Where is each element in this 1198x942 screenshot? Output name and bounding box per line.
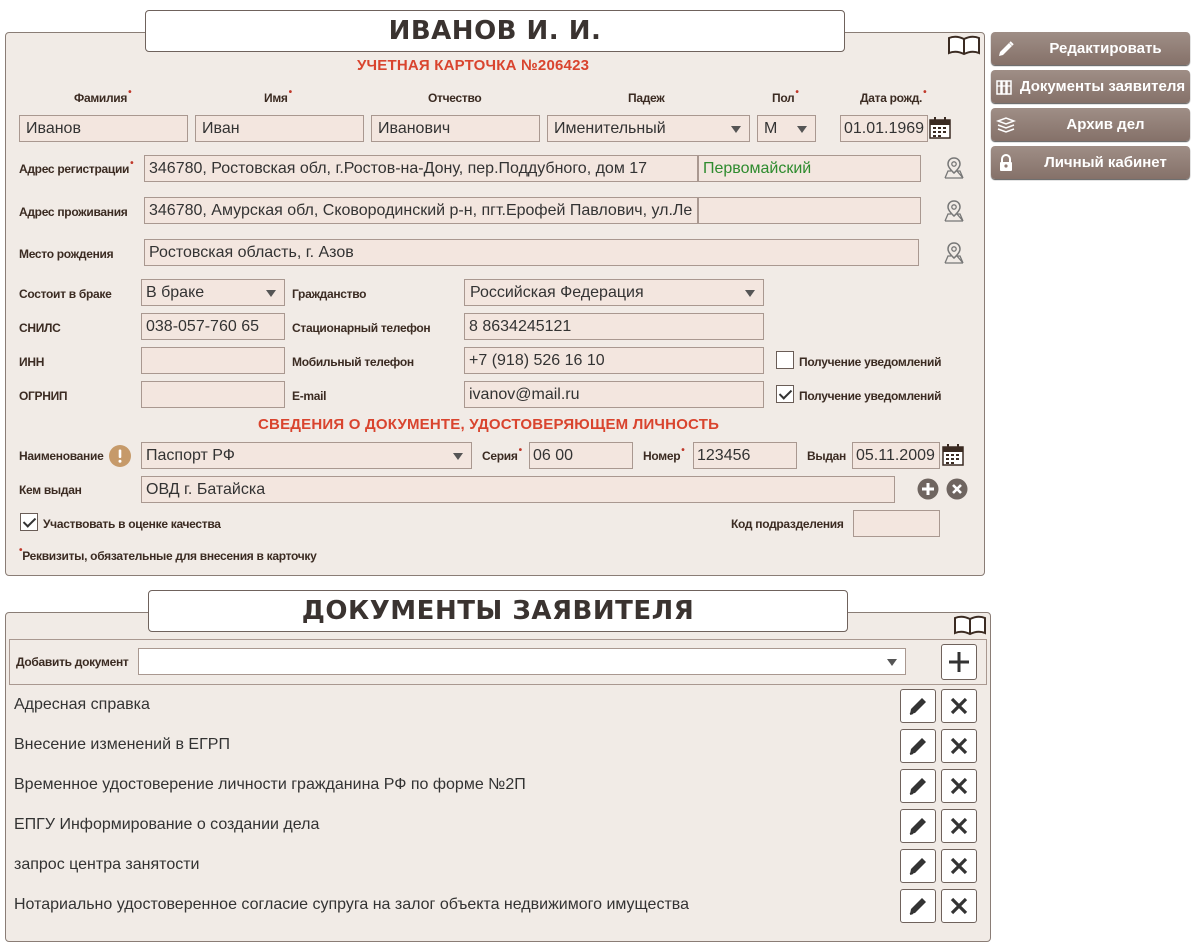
label-ogrnip: ОГРНИП: [19, 389, 68, 403]
map-pin-icon[interactable]: [942, 156, 966, 180]
gender-select[interactable]: М: [757, 115, 816, 142]
label-patronymic: Отчество: [428, 91, 482, 105]
required-note: •Реквизиты, обязательные для внесения в карточку: [19, 545, 317, 563]
citizenship-select[interactable]: Российская Федерация: [464, 279, 764, 306]
document-row: [6, 726, 990, 766]
inn-field[interactable]: [141, 347, 285, 374]
birth-date-field[interactable]: 01.01.1969: [840, 115, 928, 142]
edit-document-button[interactable]: [900, 889, 936, 923]
live-district-field[interactable]: [698, 197, 921, 224]
delete-document-button[interactable]: [941, 769, 977, 803]
doc-section-title: СВЕДЕНИЯ О ДОКУМЕНТЕ, УДОСТОВЕРЯЮЩЕМ ЛИЧНОСТЬ: [258, 416, 720, 433]
label-doc-name: Наименование: [19, 449, 104, 463]
document-row: [6, 806, 990, 846]
pencil-icon: [907, 735, 929, 757]
edit-document-button[interactable]: [900, 809, 936, 843]
stack-icon: [996, 116, 1016, 134]
close-icon: [949, 816, 969, 836]
document-name: Внесение изменений в ЕГРП: [14, 736, 230, 753]
add-circle-icon[interactable]: [917, 478, 939, 500]
series-field[interactable]: 06 00: [529, 442, 633, 469]
mobile-field[interactable]: +7 (918) 526 16 10: [464, 347, 764, 374]
label-birth-date: Дата рожд.•: [860, 87, 927, 105]
edit-document-button[interactable]: [900, 849, 936, 883]
division-code-field[interactable]: [853, 510, 940, 537]
document-name: Адресная справка: [14, 696, 150, 713]
lock-icon: [998, 154, 1014, 172]
delete-document-button[interactable]: [941, 809, 977, 843]
ogrnip-field[interactable]: [141, 381, 285, 408]
reg-address-field[interactable]: 346780, Ростовская обл, г.Ростов-на-Дону, пер.Поддубного, дом 17: [144, 155, 698, 182]
add-document-button[interactable]: [941, 644, 977, 680]
label-number: Номер•: [643, 445, 685, 463]
personal-cabinet-button[interactable]: Личный кабинет: [991, 146, 1190, 179]
close-icon: [949, 856, 969, 876]
email-field[interactable]: ivanov@mail.ru: [464, 381, 764, 408]
label-issued-by: Кем выдан: [19, 483, 82, 497]
calendar-icon[interactable]: [942, 444, 964, 466]
delete-document-button[interactable]: [941, 889, 977, 923]
doc-name-select[interactable]: Паспорт РФ: [141, 442, 472, 469]
case-archive-button[interactable]: Архив дел: [991, 108, 1190, 141]
delete-document-button[interactable]: [941, 729, 977, 763]
issued-by-field[interactable]: ОВД г. Батайска: [141, 476, 895, 503]
book-icon[interactable]: [953, 614, 987, 636]
live-address-field[interactable]: 346780, Амурская обл, Сковородинский р-н, пгт.Ерофей Павлович, ул.Ле: [144, 197, 698, 224]
issued-date-field[interactable]: 05.11.2009: [852, 442, 940, 469]
quality-checkbox[interactable]: [20, 513, 38, 531]
patronymic-field[interactable]: Иванович: [371, 115, 540, 142]
documents-title: ДОКУМЕНТЫ ЗАЯВИТЕЛЯ: [148, 590, 848, 632]
warning-icon[interactable]: [109, 445, 131, 467]
close-icon: [949, 696, 969, 716]
delete-document-button[interactable]: [941, 849, 977, 883]
edit-document-button[interactable]: [900, 689, 936, 723]
book-icon[interactable]: [947, 34, 981, 56]
delete-document-button[interactable]: [941, 689, 977, 723]
applicant-documents-button[interactable]: Документы заявителя: [991, 70, 1190, 103]
label-quality: Участвовать в оценке качества: [43, 517, 221, 531]
notify-mobile-checkbox[interactable]: [776, 351, 794, 369]
case-select[interactable]: Именительный: [547, 115, 750, 142]
map-pin-icon[interactable]: [942, 199, 966, 223]
pencil-icon: [907, 895, 929, 917]
close-icon: [949, 896, 969, 916]
label-email: E-mail: [292, 389, 327, 403]
document-row: [6, 846, 990, 886]
edit-document-button[interactable]: [900, 769, 936, 803]
surname-field[interactable]: Иванов: [19, 115, 188, 142]
close-icon: [949, 776, 969, 796]
label-division-code: Код подразделения: [731, 517, 844, 531]
pencil-icon: [907, 775, 929, 797]
card-title: ИВАНОВ И. И.: [145, 10, 845, 52]
label-case: Падеж: [628, 91, 665, 105]
label-snils: СНИЛС: [19, 321, 61, 335]
document-row: [6, 686, 990, 726]
birth-place-field[interactable]: Ростовская область, г. Азов: [144, 239, 919, 266]
label-marital: Состоит в браке: [19, 287, 112, 301]
document-name: запрос центра занятости: [14, 856, 200, 873]
document-name: Временное удостоверение личности гражданина РФ по форме №2П: [14, 776, 526, 793]
label-live-address: Адрес проживания: [19, 205, 128, 219]
books-icon: [996, 78, 1016, 96]
pencil-icon: [907, 815, 929, 837]
document-name: ЕПГУ Информирование о создании дела: [14, 816, 320, 833]
label-name: Имя•: [264, 87, 292, 105]
map-pin-icon[interactable]: [942, 241, 966, 265]
marital-select[interactable]: В браке: [141, 279, 285, 306]
edit-button[interactable]: Редактировать: [991, 32, 1190, 65]
label-mobile: Мобильный телефон: [292, 355, 414, 369]
label-inn: ИНН: [19, 355, 45, 369]
label-add-document: Добавить документ: [16, 655, 129, 669]
remove-circle-icon[interactable]: [946, 478, 968, 500]
landline-field[interactable]: 8 8634245121: [464, 313, 764, 340]
label-birth-place: Место рождения: [19, 247, 114, 261]
name-field[interactable]: Иван: [195, 115, 364, 142]
number-field[interactable]: 123456: [693, 442, 797, 469]
pencil-icon: [907, 855, 929, 877]
add-document-select[interactable]: [138, 648, 906, 675]
calendar-icon[interactable]: [929, 117, 951, 139]
label-surname: Фамилия•: [74, 87, 132, 105]
pencil-icon: [907, 695, 929, 717]
label-landline: Стационарный телефон: [292, 321, 431, 335]
card-subtitle: УЧЕТНАЯ КАРТОЧКА №206423: [357, 57, 590, 74]
pencil-icon: [997, 40, 1015, 58]
label-citizenship: Гражданство: [292, 287, 367, 301]
label-gender: Пол•: [772, 87, 799, 105]
document-row: [6, 766, 990, 806]
label-issued: Выдан: [807, 449, 846, 463]
label-notify-mobile: Получение уведомлений: [799, 355, 942, 369]
notify-email-checkbox[interactable]: [776, 385, 794, 403]
close-icon: [949, 736, 969, 756]
document-row: [6, 886, 990, 926]
label-series: Серия•: [482, 445, 522, 463]
plus-icon: [948, 651, 970, 673]
snils-field[interactable]: 038-057-760 65: [141, 313, 285, 340]
edit-document-button[interactable]: [900, 729, 936, 763]
reg-district-field[interactable]: Первомайский: [698, 155, 921, 182]
document-name: Нотариально удостоверенное согласие супруга на залог объекта недвижимого имущества: [14, 896, 689, 913]
label-reg-address: Адрес регистрации•: [19, 158, 134, 176]
label-notify-email: Получение уведомлений: [799, 389, 942, 403]
